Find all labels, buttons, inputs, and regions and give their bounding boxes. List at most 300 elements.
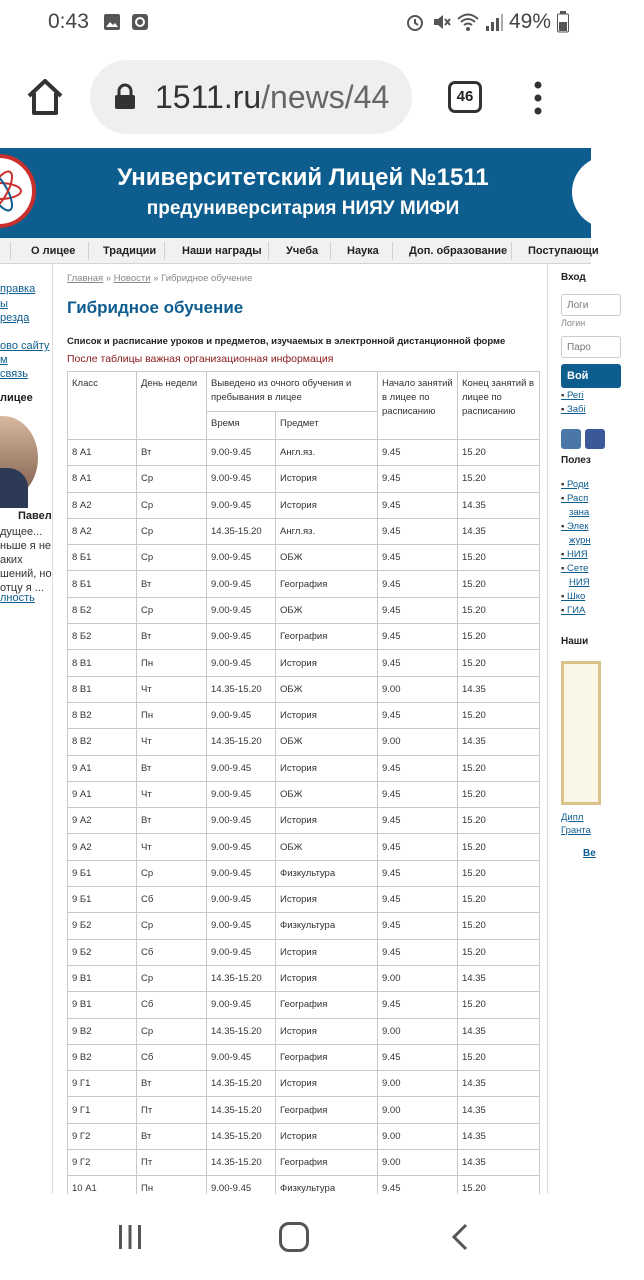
cell-start: 9.45 bbox=[378, 545, 458, 571]
vk-icon[interactable] bbox=[561, 429, 581, 449]
cell-end: 15.20 bbox=[458, 571, 540, 597]
page-title: Гибридное обучение bbox=[67, 298, 244, 317]
cell-end: 14.35 bbox=[458, 965, 540, 991]
cell-day: Пн bbox=[137, 1176, 207, 1202]
lead-text: Список и расписание уроков и предметов, изучаемых в электронной дистанционной форме bbox=[67, 336, 506, 347]
nav-item-science[interactable]: Наука bbox=[347, 245, 379, 257]
wifi-icon bbox=[457, 12, 479, 32]
forgot-link[interactable]: ▪ Забі bbox=[561, 404, 586, 415]
table-row bbox=[68, 992, 540, 1018]
cell-day: Сб bbox=[137, 939, 207, 965]
cell-start: 9.00 bbox=[378, 1018, 458, 1044]
cell-time: 9.00-9.45 bbox=[207, 808, 276, 834]
header-day: День недели bbox=[137, 372, 207, 440]
cell-subject: Физкультура bbox=[276, 860, 378, 886]
cell-class: 9 Г1 bbox=[68, 1071, 137, 1097]
cell-class: 10 А1 bbox=[68, 1176, 137, 1202]
left-section-heading: лицее bbox=[0, 392, 33, 404]
avatar[interactable] bbox=[0, 416, 38, 500]
cell-time: 9.00-9.45 bbox=[207, 597, 276, 623]
login-heading: Вход bbox=[561, 272, 586, 283]
cell-class: 8 Б1 bbox=[68, 545, 137, 571]
table-row bbox=[68, 913, 540, 939]
useful-link[interactable]: ▪ Расп bbox=[561, 493, 588, 504]
cell-end: 15.20 bbox=[458, 939, 540, 965]
nav-divider bbox=[392, 242, 393, 260]
cell-start: 9.00 bbox=[378, 729, 458, 755]
table-row bbox=[68, 545, 540, 571]
cell-day: Ср bbox=[137, 913, 207, 939]
cell-start: 9.45 bbox=[378, 466, 458, 492]
cell-class: 8 Б2 bbox=[68, 597, 137, 623]
cell-end: 15.20 bbox=[458, 597, 540, 623]
cell-subject: История bbox=[276, 939, 378, 965]
cell-start: 9.45 bbox=[378, 702, 458, 728]
cell-time: 9.00-9.45 bbox=[207, 1176, 276, 1202]
cell-end: 15.20 bbox=[458, 466, 540, 492]
cell-class: 9 Г2 bbox=[68, 1123, 137, 1149]
table-row bbox=[68, 1097, 540, 1123]
cell-subject: ОБЖ bbox=[276, 729, 378, 755]
tab-switcher-button[interactable]: 46 bbox=[448, 81, 482, 113]
cell-subject: География bbox=[276, 624, 378, 650]
battery-icon bbox=[557, 11, 569, 33]
table-row bbox=[68, 571, 540, 597]
useful-link-cont[interactable]: НИЯ bbox=[569, 577, 590, 588]
table-row bbox=[68, 702, 540, 728]
cell-start: 9.45 bbox=[378, 887, 458, 913]
cell-subject: История bbox=[276, 702, 378, 728]
header-start: Начало занятий в лицее по расписанию bbox=[378, 372, 458, 440]
cell-class: 9 Г2 bbox=[68, 1150, 137, 1176]
battery-percent: 49% bbox=[508, 10, 551, 33]
cell-start: 9.00 bbox=[378, 1097, 458, 1123]
cell-day: Сб bbox=[137, 992, 207, 1018]
home-icon[interactable] bbox=[24, 76, 66, 118]
left-link[interactable]: ы bbox=[0, 298, 8, 310]
cell-start: 9.45 bbox=[378, 834, 458, 860]
table-row bbox=[68, 887, 540, 913]
quote-line: шений, но bbox=[0, 568, 52, 580]
main-nav bbox=[0, 238, 599, 264]
cell-subject: География bbox=[276, 1150, 378, 1176]
nav-item-extra-education[interactable]: Доп. образование bbox=[409, 245, 508, 257]
cell-subject: ОБЖ bbox=[276, 781, 378, 807]
status-time: 0:43 bbox=[48, 10, 89, 33]
home-nav-icon[interactable] bbox=[279, 1222, 309, 1252]
cell-day: Вт bbox=[137, 1071, 207, 1097]
award-caption[interactable]: Дипл bbox=[561, 812, 584, 823]
cell-subject: История bbox=[276, 965, 378, 991]
quote-line: ньше я не bbox=[0, 540, 52, 552]
cell-subject: История bbox=[276, 887, 378, 913]
cell-end: 14.35 bbox=[458, 1018, 540, 1044]
cell-class: 8 В1 bbox=[68, 650, 137, 676]
cell-class: 9 В1 bbox=[68, 965, 137, 991]
cell-class: 8 Б2 bbox=[68, 624, 137, 650]
cell-end: 15.20 bbox=[458, 545, 540, 571]
table-row bbox=[68, 440, 540, 466]
cell-class: 9 А1 bbox=[68, 755, 137, 781]
cell-time: 14.35-15.20 bbox=[207, 729, 276, 755]
table-row bbox=[68, 492, 540, 518]
header-class: Класс bbox=[68, 372, 137, 440]
cell-end: 15.20 bbox=[458, 860, 540, 886]
cell-class: 8 А1 bbox=[68, 440, 137, 466]
cell-end: 15.20 bbox=[458, 440, 540, 466]
cell-time: 9.00-9.45 bbox=[207, 650, 276, 676]
nav-divider bbox=[511, 242, 512, 260]
right-sidebar bbox=[555, 264, 596, 1194]
table-row bbox=[68, 755, 540, 781]
cell-end: 15.20 bbox=[458, 702, 540, 728]
quote-line: дущее... bbox=[0, 526, 43, 538]
mute-icon bbox=[431, 12, 451, 32]
table-row bbox=[68, 466, 540, 492]
cell-start: 9.45 bbox=[378, 939, 458, 965]
nav-divider bbox=[268, 242, 269, 260]
cell-time: 14.35-15.20 bbox=[207, 1018, 276, 1044]
header-end: Конец занятий в лицее по расписанию bbox=[458, 372, 540, 440]
cell-subject: ОБЖ bbox=[276, 545, 378, 571]
cell-day: Чт bbox=[137, 781, 207, 807]
cell-end: 15.20 bbox=[458, 755, 540, 781]
address-bar[interactable] bbox=[90, 60, 412, 134]
cell-subject: Англ.яз. bbox=[276, 518, 378, 544]
award-caption[interactable]: Гранта bbox=[561, 825, 591, 836]
facebook-icon[interactable] bbox=[585, 429, 605, 449]
nav-item-awards[interactable]: Наши награды bbox=[182, 245, 262, 257]
nav-item-traditions[interactable]: Традиции bbox=[103, 245, 157, 257]
cell-class: 9 В2 bbox=[68, 1018, 137, 1044]
cell-class: 8 В2 bbox=[68, 702, 137, 728]
cell-start: 9.45 bbox=[378, 492, 458, 518]
cell-day: Чт bbox=[137, 729, 207, 755]
cell-subject: Англ.яз. bbox=[276, 440, 378, 466]
cell-time: 9.00-9.45 bbox=[207, 440, 276, 466]
cell-day: Сб bbox=[137, 1044, 207, 1070]
nav-divider bbox=[330, 242, 331, 260]
table-row bbox=[68, 1018, 540, 1044]
useful-link[interactable]: ▪ Роди bbox=[561, 479, 589, 490]
cell-class: 8 А1 bbox=[68, 466, 137, 492]
nav-divider bbox=[164, 242, 165, 260]
cell-subject: История bbox=[276, 1071, 378, 1097]
cell-end: 15.20 bbox=[458, 808, 540, 834]
cell-class: 8 Б1 bbox=[68, 571, 137, 597]
site-subtitle: предуниверситария НИЯУ МИФИ bbox=[146, 198, 460, 219]
cell-time: 14.35-15.20 bbox=[207, 1150, 276, 1176]
cell-start: 9.00 bbox=[378, 1071, 458, 1097]
cell-start: 9.45 bbox=[378, 808, 458, 834]
cell-end: 15.20 bbox=[458, 834, 540, 860]
cell-subject: Физкультура bbox=[276, 913, 378, 939]
cell-end: 14.35 bbox=[458, 676, 540, 702]
breadcrumb-current: Гибридное обучение bbox=[161, 273, 253, 284]
cell-end: 14.35 bbox=[458, 729, 540, 755]
cell-start: 9.45 bbox=[378, 571, 458, 597]
cell-end: 15.20 bbox=[458, 887, 540, 913]
table-row bbox=[68, 624, 540, 650]
breadcrumb-home[interactable]: Главная bbox=[67, 273, 104, 284]
cell-subject: География bbox=[276, 992, 378, 1018]
nav-divider bbox=[88, 242, 89, 260]
cell-end: 14.35 bbox=[458, 1123, 540, 1149]
more-options-icon[interactable] bbox=[530, 80, 546, 116]
cell-start: 9.45 bbox=[378, 597, 458, 623]
cell-end: 14.35 bbox=[458, 518, 540, 544]
cell-start: 9.45 bbox=[378, 440, 458, 466]
cell-class: 8 В2 bbox=[68, 729, 137, 755]
cell-subject: Физкультура bbox=[276, 1176, 378, 1202]
gallery-icon bbox=[103, 13, 121, 31]
cell-class: 9 Б2 bbox=[68, 939, 137, 965]
cell-start: 9.45 bbox=[378, 1044, 458, 1070]
cell-start: 9.00 bbox=[378, 676, 458, 702]
nav-divider bbox=[10, 242, 11, 260]
header-subject: Предмет bbox=[276, 412, 378, 440]
cell-day: Ср bbox=[137, 492, 207, 518]
read-more-link[interactable]: лность bbox=[0, 592, 35, 604]
nav-item-study[interactable]: Учеба bbox=[286, 245, 319, 257]
header-removed-group: Выведено из очного обучения и пребывания в лицее bbox=[207, 372, 378, 412]
quote-line: аких bbox=[0, 554, 23, 566]
breadcrumb-news[interactable]: Новости bbox=[113, 273, 151, 284]
table-row bbox=[68, 597, 540, 623]
cell-day: Пт bbox=[137, 1097, 207, 1123]
table-row bbox=[68, 1071, 540, 1097]
left-link[interactable]: м bbox=[0, 354, 8, 366]
cell-end: 15.20 bbox=[458, 1176, 540, 1202]
person-name: Павел bbox=[18, 510, 52, 522]
browser-toolbar bbox=[0, 48, 591, 148]
cell-day: Вт bbox=[137, 571, 207, 597]
all-awards-link[interactable]: Ве bbox=[583, 848, 596, 859]
cell-time: 9.00-9.45 bbox=[207, 913, 276, 939]
table-row bbox=[68, 860, 540, 886]
back-icon[interactable] bbox=[450, 1222, 470, 1252]
url-path: /news/44 bbox=[261, 79, 390, 115]
useful-heading: Полез bbox=[561, 455, 591, 466]
left-link[interactable]: связь bbox=[0, 368, 28, 380]
status-right bbox=[405, 10, 569, 34]
cell-end: 14.35 bbox=[458, 492, 540, 518]
header-time: Время bbox=[207, 412, 276, 440]
cell-time: 9.00-9.45 bbox=[207, 992, 276, 1018]
table-row bbox=[68, 518, 540, 544]
login-button[interactable]: Вой bbox=[561, 364, 621, 388]
cell-class: 8 А2 bbox=[68, 518, 137, 544]
main-content bbox=[67, 264, 539, 1194]
quote-line: отцу я ... bbox=[0, 582, 44, 594]
cell-day: Чт bbox=[137, 676, 207, 702]
cell-start: 9.45 bbox=[378, 650, 458, 676]
left-link[interactable]: ово сайту bbox=[0, 340, 50, 352]
cell-subject: История bbox=[276, 492, 378, 518]
column-divider bbox=[547, 264, 548, 1194]
mifi-logo[interactable] bbox=[572, 156, 644, 228]
schedule-table bbox=[67, 371, 540, 1203]
table-row bbox=[68, 781, 540, 807]
cell-time: 9.00-9.45 bbox=[207, 860, 276, 886]
cell-subject: История bbox=[276, 650, 378, 676]
cell-time: 14.35-15.20 bbox=[207, 1097, 276, 1123]
cell-day: Вт bbox=[137, 440, 207, 466]
nav-item-admission[interactable]: Поступающи bbox=[528, 245, 599, 257]
cell-end: 15.20 bbox=[458, 992, 540, 1018]
cell-subject: География bbox=[276, 571, 378, 597]
cell-class: 9 В1 bbox=[68, 992, 137, 1018]
signal-icon bbox=[485, 12, 503, 32]
register-link[interactable]: ▪ Регі bbox=[561, 390, 584, 401]
useful-link[interactable]: ▪ Сете bbox=[561, 563, 588, 574]
cell-class: 9 А2 bbox=[68, 808, 137, 834]
cell-class: 9 В2 bbox=[68, 1044, 137, 1070]
award-diploma-image[interactable] bbox=[561, 661, 601, 805]
cell-time: 9.00-9.45 bbox=[207, 571, 276, 597]
useful-link[interactable]: ▪ ГИА bbox=[561, 605, 585, 616]
table-row bbox=[68, 808, 540, 834]
cell-day: Ср bbox=[137, 965, 207, 991]
cell-time: 14.35-15.20 bbox=[207, 1071, 276, 1097]
notice-text: После таблицы важная организационная информация bbox=[67, 353, 334, 365]
cell-start: 9.00 bbox=[378, 1150, 458, 1176]
login-input[interactable]: Логи bbox=[561, 294, 621, 316]
cell-end: 15.20 bbox=[458, 913, 540, 939]
cell-subject: История bbox=[276, 1123, 378, 1149]
table-row bbox=[68, 1044, 540, 1070]
cell-start: 9.45 bbox=[378, 860, 458, 886]
cell-day: Чт bbox=[137, 834, 207, 860]
cell-end: 15.20 bbox=[458, 624, 540, 650]
cell-class: 9 Б2 bbox=[68, 913, 137, 939]
cell-subject: ОБЖ bbox=[276, 597, 378, 623]
cell-time: 9.00-9.45 bbox=[207, 624, 276, 650]
cell-class: 9 Б1 bbox=[68, 860, 137, 886]
cell-subject: История bbox=[276, 1018, 378, 1044]
cell-subject: История bbox=[276, 755, 378, 781]
useful-link-cont[interactable]: журн bbox=[569, 535, 591, 546]
cell-subject: География bbox=[276, 1097, 378, 1123]
cell-day: Ср bbox=[137, 518, 207, 544]
cell-time: 9.00-9.45 bbox=[207, 466, 276, 492]
cell-start: 9.45 bbox=[378, 755, 458, 781]
status-bar bbox=[0, 0, 591, 48]
cell-subject: История bbox=[276, 466, 378, 492]
cell-start: 9.00 bbox=[378, 1123, 458, 1149]
breadcrumb-sep: » bbox=[103, 273, 114, 284]
cell-day: Вт bbox=[137, 624, 207, 650]
screen-recorder-icon bbox=[131, 13, 149, 31]
cell-time: 9.00-9.45 bbox=[207, 755, 276, 781]
left-link[interactable]: резда bbox=[0, 312, 30, 324]
cell-time: 9.00-9.45 bbox=[207, 492, 276, 518]
column-divider bbox=[52, 264, 53, 1194]
left-link[interactable]: правка bbox=[0, 283, 36, 295]
alarm-icon bbox=[405, 12, 425, 32]
cell-end: 15.20 bbox=[458, 650, 540, 676]
schedule-body bbox=[68, 440, 540, 1203]
useful-link[interactable]: ▪ Элек bbox=[561, 521, 589, 532]
cell-day: Вт bbox=[137, 808, 207, 834]
url-text[interactable] bbox=[155, 79, 389, 116]
useful-link[interactable]: ▪ Шко bbox=[561, 591, 585, 602]
left-sidebar bbox=[0, 264, 52, 1194]
site-header bbox=[0, 148, 591, 238]
cell-day: Вт bbox=[137, 755, 207, 781]
cell-day: Ср bbox=[137, 466, 207, 492]
cell-day: Ср bbox=[137, 860, 207, 886]
table-row bbox=[68, 939, 540, 965]
cell-class: 8 В1 bbox=[68, 676, 137, 702]
cell-start: 9.45 bbox=[378, 624, 458, 650]
cell-subject: История bbox=[276, 808, 378, 834]
table-row bbox=[68, 1150, 540, 1176]
password-input[interactable]: Паро bbox=[561, 336, 621, 358]
url-domain: 1511.ru bbox=[155, 79, 262, 115]
cell-start: 9.45 bbox=[378, 992, 458, 1018]
cell-time: 9.00-9.45 bbox=[207, 781, 276, 807]
cell-class: 9 Б1 bbox=[68, 887, 137, 913]
table-row bbox=[68, 965, 540, 991]
recent-apps-icon[interactable] bbox=[116, 1222, 144, 1252]
cell-day: Ср bbox=[137, 1018, 207, 1044]
breadcrumb-sep: » bbox=[150, 273, 162, 284]
cell-day: Пт bbox=[137, 1150, 207, 1176]
cell-time: 9.00-9.45 bbox=[207, 545, 276, 571]
cell-day: Ср bbox=[137, 597, 207, 623]
cell-end: 15.20 bbox=[458, 1044, 540, 1070]
cell-time: 14.35-15.20 bbox=[207, 676, 276, 702]
cell-start: 9.45 bbox=[378, 781, 458, 807]
cell-time: 9.00-9.45 bbox=[207, 939, 276, 965]
nav-item-about[interactable]: О лицее bbox=[31, 245, 76, 257]
system-nav-bar bbox=[0, 1194, 591, 1280]
table-row bbox=[68, 676, 540, 702]
table-row bbox=[68, 1123, 540, 1149]
cell-end: 14.35 bbox=[458, 1071, 540, 1097]
cell-class: 8 А2 bbox=[68, 492, 137, 518]
cell-class: 9 А1 bbox=[68, 781, 137, 807]
cell-time: 14.35-15.20 bbox=[207, 518, 276, 544]
cell-end: 15.20 bbox=[458, 781, 540, 807]
cell-start: 9.00 bbox=[378, 965, 458, 991]
awards-heading: Наши bbox=[561, 636, 589, 647]
cell-class: 9 Г1 bbox=[68, 1097, 137, 1123]
table-row bbox=[68, 729, 540, 755]
cell-time: 9.00-9.45 bbox=[207, 887, 276, 913]
cell-time: 14.35-15.20 bbox=[207, 1123, 276, 1149]
cell-class: 9 А2 bbox=[68, 834, 137, 860]
useful-link-cont[interactable]: зана bbox=[569, 507, 590, 518]
cell-time: 9.00-9.45 bbox=[207, 702, 276, 728]
cell-day: Вт bbox=[137, 1123, 207, 1149]
cell-start: 9.45 bbox=[378, 1176, 458, 1202]
table-row bbox=[68, 650, 540, 676]
useful-link[interactable]: ▪ НИЯ bbox=[561, 549, 588, 560]
cell-day: Ср bbox=[137, 545, 207, 571]
cell-time: 9.00-9.45 bbox=[207, 1044, 276, 1070]
site-title: Университетский Лицей №1511 bbox=[117, 164, 489, 191]
cell-start: 9.45 bbox=[378, 913, 458, 939]
cell-subject: География bbox=[276, 1044, 378, 1070]
cell-time: 14.35-15.20 bbox=[207, 965, 276, 991]
cell-day: Сб bbox=[137, 887, 207, 913]
cell-day: Пн bbox=[137, 702, 207, 728]
cell-subject: ОБЖ bbox=[276, 676, 378, 702]
breadcrumb bbox=[67, 273, 252, 284]
cell-start: 9.45 bbox=[378, 518, 458, 544]
